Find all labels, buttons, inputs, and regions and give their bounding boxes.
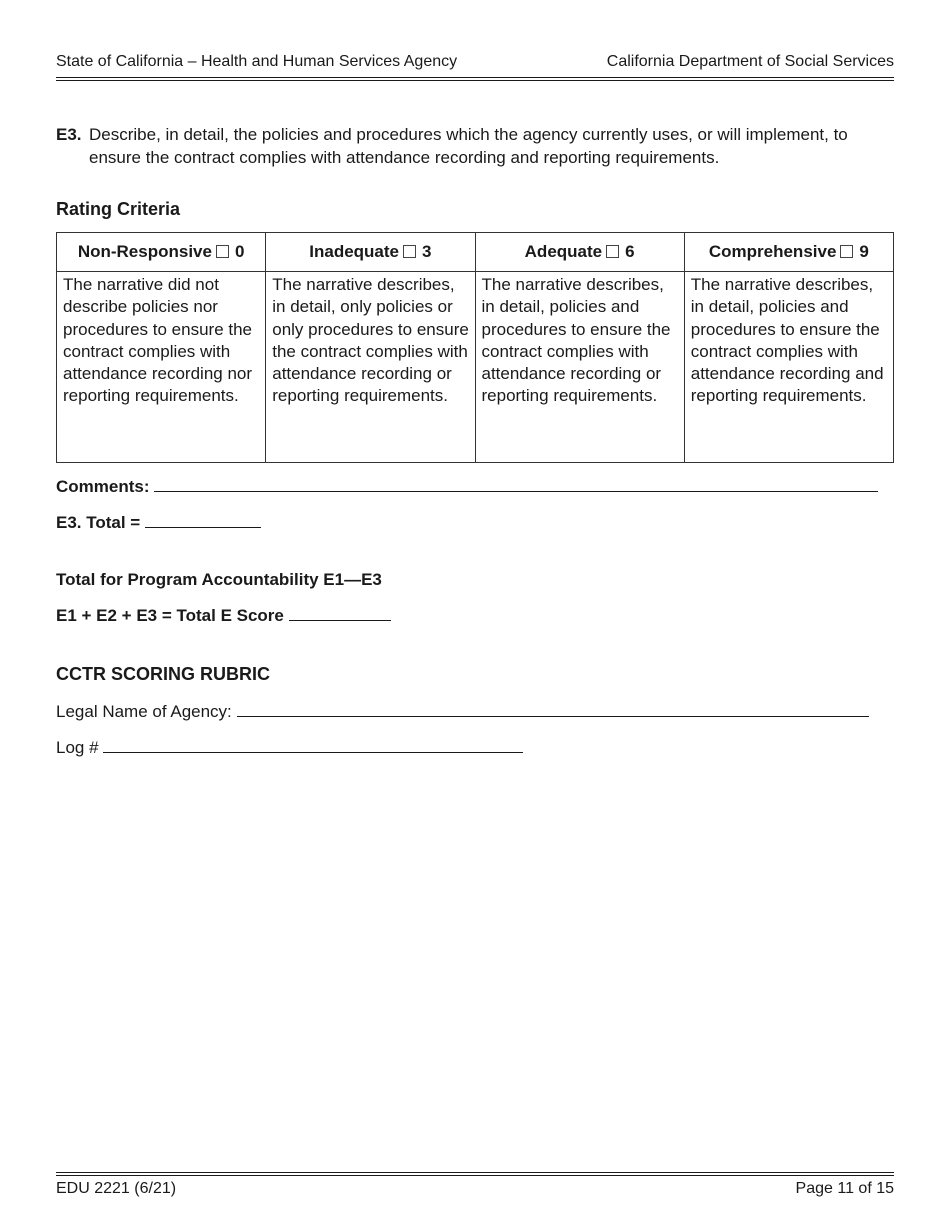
rating-description-row — [57, 272, 894, 463]
rating-description-adequate: The narrative describes, in detail, policies and procedures to ensure the contract complies with attendance recording or reporting requirements. — [475, 272, 684, 463]
legal-name-input-line[interactable] — [237, 702, 869, 717]
question-number: E3. — [56, 125, 82, 144]
comments-label: Comments: — [56, 477, 150, 496]
total-e-score-label: E1 + E2 + E3 = Total E Score — [56, 606, 284, 625]
comments-row — [56, 477, 878, 497]
e3-total-input-line[interactable] — [145, 513, 261, 528]
footer-form-id: EDU 2221 (6/21) — [56, 1180, 177, 1197]
legal-name-row — [56, 702, 869, 722]
rating-criteria-table — [56, 232, 894, 463]
footer-rule-top — [56, 1172, 894, 1173]
header-rule-top — [56, 77, 894, 78]
rating-description-comprehensive: The narrative describes, in detail, policies and procedures to ensure the contract complies with attendance recording and reporting requirements. — [684, 272, 893, 463]
page-header — [56, 52, 894, 72]
program-total-heading: Total for Program Accountability E1—E3 — [56, 570, 382, 589]
footer-rule-bottom — [56, 1175, 894, 1176]
header-agency: State of California – Health and Human Services Agency — [56, 53, 458, 70]
rating-score: 9 — [859, 242, 869, 261]
question-e3 — [56, 124, 869, 169]
page-footer — [56, 1180, 894, 1198]
log-number-input-line[interactable] — [103, 738, 523, 753]
rating-criteria-heading: Rating Criteria — [56, 199, 181, 219]
rating-checkbox-comprehensive[interactable] — [840, 245, 853, 258]
rating-option-inadequate — [266, 233, 475, 272]
comments-input-line[interactable] — [154, 477, 878, 492]
rating-description-non-responsive: The narrative did not describe policies nor procedures to ensure the contract complies with attendance recording nor reporting requirements. — [57, 272, 266, 463]
header-rule-bottom — [56, 80, 894, 81]
cctr-heading: CCTR SCORING RUBRIC — [56, 664, 270, 684]
rating-option-comprehensive — [684, 233, 893, 272]
question-text: Describe, in detail, the policies and procedures which the agency currently uses, or will implement, to ensure the contract complies with attendance recording and reporting requirements. — [89, 125, 848, 167]
log-number-label: Log # — [56, 738, 99, 757]
rating-option-adequate — [475, 233, 684, 272]
e3-total-label: E3. Total = — [56, 513, 141, 532]
total-e-score-input-line[interactable] — [289, 606, 391, 621]
rating-checkbox-inadequate[interactable] — [403, 245, 416, 258]
rating-score: 3 — [422, 242, 432, 261]
header-department: California Department of Social Services — [606, 53, 894, 70]
rating-checkbox-adequate[interactable] — [606, 245, 619, 258]
footer-page-number: Page 11 of 15 — [795, 1180, 894, 1197]
log-number-row — [56, 738, 523, 758]
total-e-score-row — [56, 606, 391, 626]
rating-checkbox-non-responsive[interactable] — [216, 245, 229, 258]
legal-name-label: Legal Name of Agency: — [56, 702, 232, 721]
rating-label: Non-Responsive — [77, 242, 212, 261]
rating-label: Adequate — [524, 242, 603, 261]
e3-total-row — [56, 513, 261, 533]
rating-label: Inadequate — [309, 242, 400, 261]
rating-option-non-responsive — [57, 233, 266, 272]
rating-score: 0 — [234, 242, 245, 261]
rating-label: Comprehensive — [708, 242, 837, 261]
rating-description-inadequate: The narrative describes, in detail, only policies or only procedures to ensure the contract complies with attendance recording or reporting requirements. — [266, 272, 475, 463]
rating-header-row — [57, 233, 894, 272]
rating-score: 6 — [625, 242, 635, 261]
